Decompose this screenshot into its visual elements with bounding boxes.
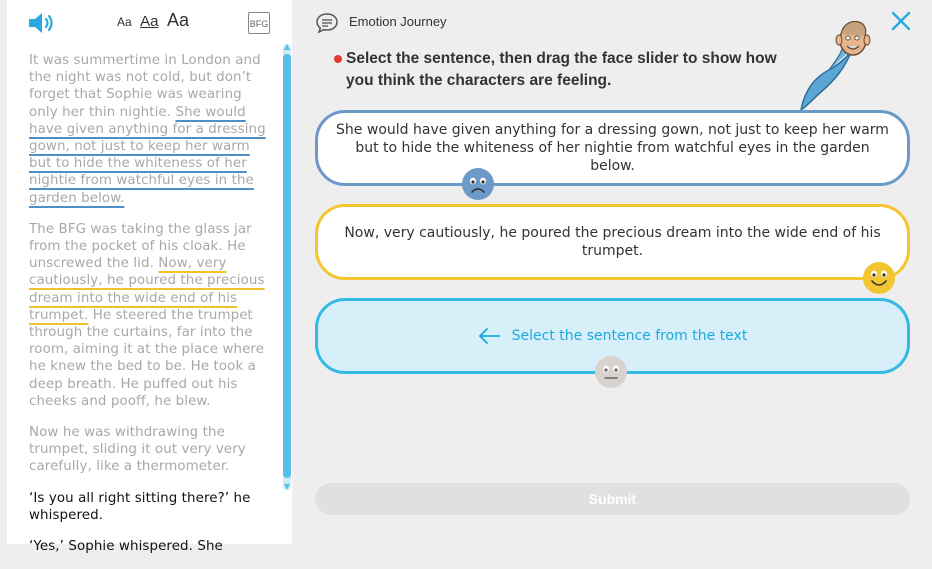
- story-sentence[interactable]: The BFG was taking the glass jar from the pocket of his cloak. He unscrewed the lid.: [29, 221, 252, 272]
- font-size-large-button[interactable]: Aa: [166, 10, 189, 30]
- submit-button[interactable]: Submit: [315, 483, 910, 515]
- speaker-icon[interactable]: [27, 11, 57, 35]
- book-icon[interactable]: BFG: [248, 12, 270, 34]
- arrow-left-icon: [478, 328, 500, 344]
- neutral-face-slider-icon[interactable]: [594, 355, 628, 389]
- scroll-thumb[interactable]: [283, 54, 291, 478]
- sentence-card-text: She would have given anything for a dressing gown, not just to keep her warm but to hide the whiteness of her nightie from watchful eyes in the garden below.: [336, 122, 889, 174]
- selected-sentence-sad[interactable]: She would have given anything for a dressing gown, not just to keep her warm but to hide the whiteness of her nightie from watchful eyes in the garden below.: [29, 104, 266, 206]
- font-size-medium-button[interactable]: Aa: [140, 13, 159, 30]
- sentence-card-2[interactable]: [315, 204, 910, 280]
- scroll-down-icon[interactable]: ▼: [283, 482, 291, 491]
- select-sentence-prompt: Select the sentence from the text: [511, 328, 748, 344]
- story-paragraph[interactable]: ‘Yes,’ Sophie whispered. She: [29, 539, 223, 555]
- close-icon[interactable]: [890, 10, 912, 32]
- instruction-text: Select the sentence, then drag the face slider to show how you think the characters are feeling.: [346, 50, 777, 89]
- alert-dot-icon: [334, 55, 342, 63]
- story-sentence[interactable]: It was summertime in London and the night was not cold, but don’t forget that Sophie was wearing only her thin nightie.: [29, 53, 261, 120]
- happy-face-slider-icon[interactable]: [862, 261, 896, 295]
- sentence-card-1[interactable]: [315, 110, 910, 186]
- speech-bubble-icon: [315, 12, 339, 34]
- story-text: [29, 52, 272, 569]
- font-size-small-button[interactable]: Aa: [117, 15, 132, 29]
- story-paragraph: [29, 52, 272, 207]
- sad-face-slider-icon[interactable]: [461, 167, 495, 201]
- story-sentence[interactable]: He steered the trumpet through the curtains, far into the room, aiming it at the place where he knew the bed to be. He took a deep breath. He puffed out his cheeks and pooff, he blew.: [29, 307, 265, 409]
- sentence-card-text: Now, very cautiously, he poured the precious dream into the wide end of his trumpet.: [344, 225, 881, 259]
- story-paragraph: [29, 221, 272, 410]
- font-size-selector: [117, 10, 193, 36]
- story-paragraph[interactable]: ‘Is you all right sitting there?’ he whispered.: [29, 490, 251, 523]
- scroll-up-icon[interactable]: ▲: [283, 42, 291, 51]
- page-title: Emotion Journey: [349, 14, 447, 29]
- bfg-character-icon: [795, 18, 875, 114]
- reading-panel: [7, 0, 292, 555]
- selected-sentence-happy[interactable]: Now, very cautiously, he poured the precious dream into the wide end of his trumpet.: [29, 256, 265, 323]
- scrollbar[interactable]: [283, 44, 291, 490]
- story-paragraph[interactable]: Now he was withdrawing the trumpet, sliding it out very very carefully, like a thermometer.: [29, 425, 246, 475]
